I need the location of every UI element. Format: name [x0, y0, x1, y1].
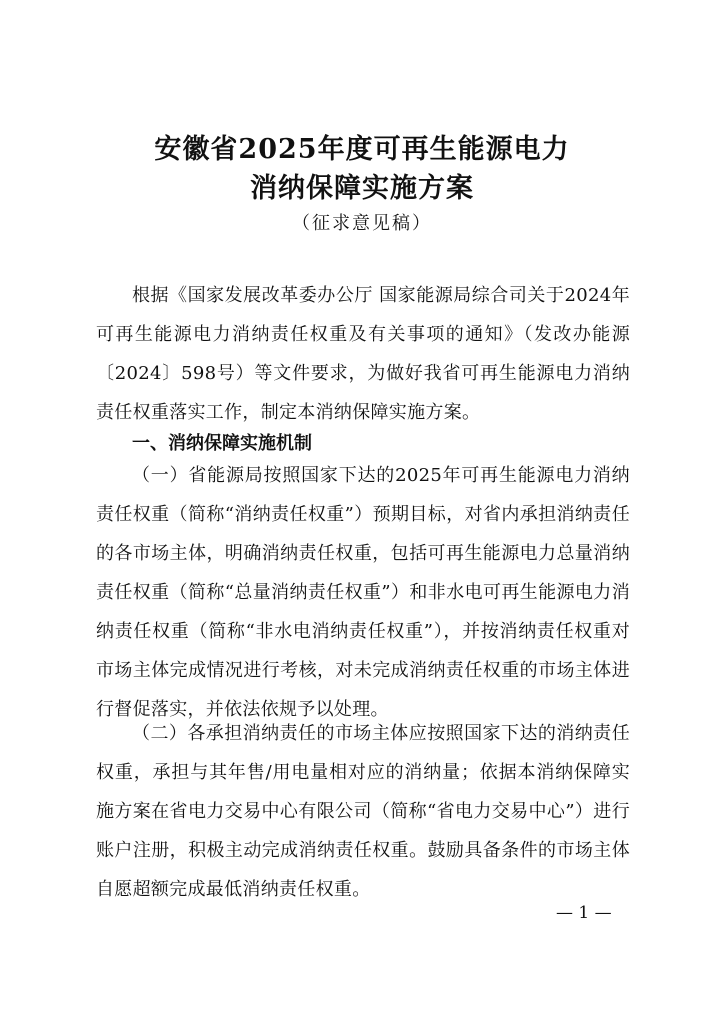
paragraph-item-1: （一）省能源局按照国家下达的2025年可再生能源电力消纳责任权重（简称“消纳责任权重”）预期目标，对省内承担消纳责任的各市场主体，明确消纳责任权重，包括可再生能源电力总量消纳责任权重（简称“总量消纳责任权重”）和非水电可再生能源电力消纳责任权重（简称“非水电消纳责任权重”），并按消纳责任权重对市场主体完成情况进行考核，对未完成消纳责任权重的市场主体进行督促落实，并依法依规予以处理。 — [96, 465, 630, 720]
page-number: — 1 — — [556, 903, 612, 923]
intro-paragraph: 根据《国家发展改革委办公厅 国家能源局综合司关于2024年可再生能源电力消纳责任权重及有关事项的通知》（发改办能源〔2024〕598号）等文件要求，为做好我省可再生能源电力消纳责任权重落实工作，制定本消纳保障实施方案。 — [96, 285, 630, 423]
document-title-line-2: 消纳保障实施方案 — [250, 173, 474, 204]
paragraph-item-2: （二）各承担消纳责任的市场主体应按照国家下达的消纳责任权重，承担与其年售/用电量相对应的消纳量；依据本消纳保障实施方案在省电力交易中心有限公司（简称“省电力交易中心”）进行账户注册，积极主动完成消纳责任权重。鼓励具备条件的市场主体自愿超额完成最低消纳责任权重。 — [96, 723, 630, 900]
document-subtitle: （征求意见稿） — [292, 213, 432, 234]
document-title-line-1: 安徽省2025年度可再生能源电力 — [154, 134, 570, 165]
section-heading: 一、消纳保障实施机制 — [132, 433, 312, 454]
